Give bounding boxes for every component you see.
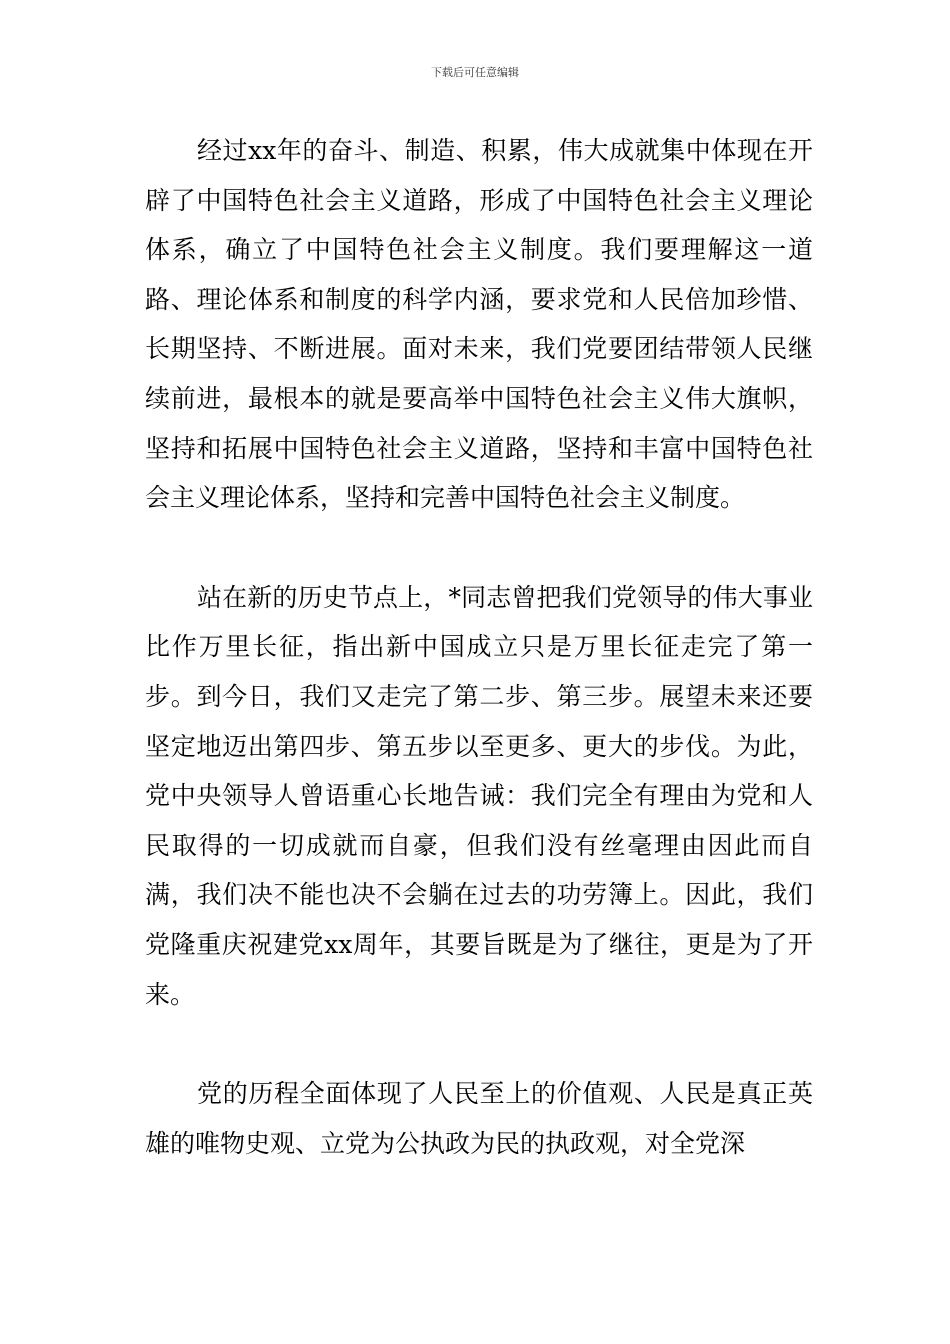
paragraph-3: 党的历程全面体现了人民至上的价值观、人民是真正英雄的唯物史观、立党为公执政为民的执政观，对全党深 bbox=[145, 1079, 813, 1158]
document-body bbox=[145, 126, 813, 1168]
page-header: 下载后可任意编辑 bbox=[431, 66, 519, 79]
paragraph-1: 经过xx年的奋斗、制造、积累，伟大成就集中体现在开辟了中国特色社会主义道路，形成了中国特色社会主义理论体系，确立了中国特色社会主义制度。我们要理解这一道路、理论体系和制度的科学内涵，要求党和人民倍加珍惜、长期坚持、不断进展。面对未来，我们党要团结带领人民继续前进，最根本的就是要高举中国特色社会主义伟大旗帜，坚持和拓展中国特色社会主义道路，坚持和丰富中国特色社会主义理论体系，坚持和完善中国特色社会主义制度。 bbox=[145, 136, 813, 513]
paragraph-2: 站在新的历史节点上，*同志曾把我们党领导的伟大事业比作万里长征，指出新中国成立只是万里长征走完了第一步。到今日，我们又走完了第二步、第三步。展望未来还要坚定地迈出第四步、第五步以至更多、更大的步伐。为此，党中央领导人曾语重心长地告诫：我们完全有理由为党和人民取得的一切成就而自豪，但我们没有丝毫理由因此而自满，我们决不能也决不会躺在过去的功劳簿上。因此，我们党隆重庆祝建党xx周年，其要旨既是为了继往，更是为了开来。 bbox=[145, 582, 813, 1009]
